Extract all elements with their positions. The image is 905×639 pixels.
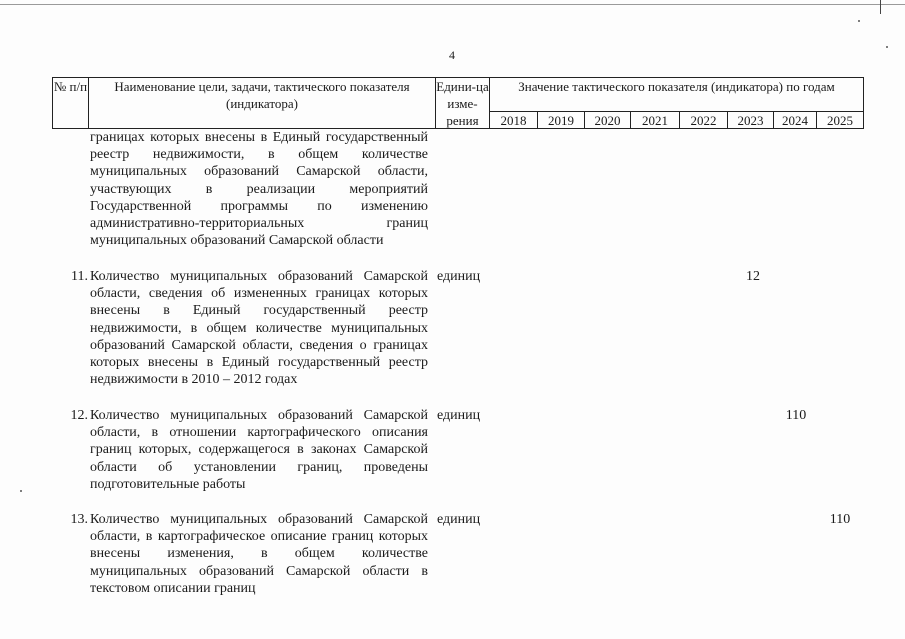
year-header: 2018 xyxy=(500,113,527,128)
year-header: 2019 xyxy=(548,113,574,128)
row-value: 110 xyxy=(785,408,807,423)
row-name: Количество муниципальных образований Самарской области, в отношении картографического описания границ которых, содержащегося в законах Самарской области об установлении границ, проведены подготовительные работы xyxy=(90,408,428,492)
row-name: Количество муниципальных образований Самарской области, сведения об измененных границах которых внесены в Единый государственный реестр недвижимости, в общем количестве муниципальных образований Самарской области, сведения о границах которых внесены в Единый государственный реестр недвижимости в 2010 – 2012 годах xyxy=(90,269,428,388)
row-unit: единиц xyxy=(437,408,481,423)
page-number: 4 xyxy=(449,48,455,62)
year-header: 2025 xyxy=(827,113,853,128)
scan-top-rule xyxy=(0,4,905,5)
row-number: 12. xyxy=(70,408,88,423)
year-header: 2021 xyxy=(642,113,668,128)
year-header: 2024 xyxy=(782,113,808,128)
scan-speck xyxy=(20,490,22,492)
row-number: 13. xyxy=(70,512,88,527)
table-header xyxy=(52,77,864,129)
row-unit: единиц xyxy=(437,512,481,527)
col-unit-header: Едини-ца изме-рения xyxy=(436,79,489,128)
year-header: 2022 xyxy=(690,113,717,128)
year-header: 2020 xyxy=(594,113,621,128)
row-number: 11. xyxy=(71,269,88,284)
row-value: 110 xyxy=(829,512,851,527)
col-name-header: Наименование цели, задачи, тактического показателя (индикатора) xyxy=(114,79,410,111)
scan-speck xyxy=(886,46,888,48)
row-unit: единиц xyxy=(437,269,481,284)
year-header: 2023 xyxy=(737,113,764,128)
row-value: 12 xyxy=(746,269,760,284)
col-values-header: Значение тактического показателя (индикатора) по годам xyxy=(518,79,835,94)
row-name: Количество муниципальных образований Самарской области, в картографическое описание границ которых внесены изменения, в общем количестве муниципальных образований Самарской области в текстовом описании границ xyxy=(90,512,428,596)
row-name: границах которых внесены в Единый государственный реестр недвижимости, в общем количестве муниципальных образований Самарской области, участвующих в реализации мероприятий Государственной программы по изменению административно-территориальных границ муниципальных образований Самарской области xyxy=(90,130,428,249)
col-num-header: № п/п xyxy=(53,79,88,94)
scan-speck xyxy=(858,20,860,22)
scan-corner-mark xyxy=(880,0,893,14)
